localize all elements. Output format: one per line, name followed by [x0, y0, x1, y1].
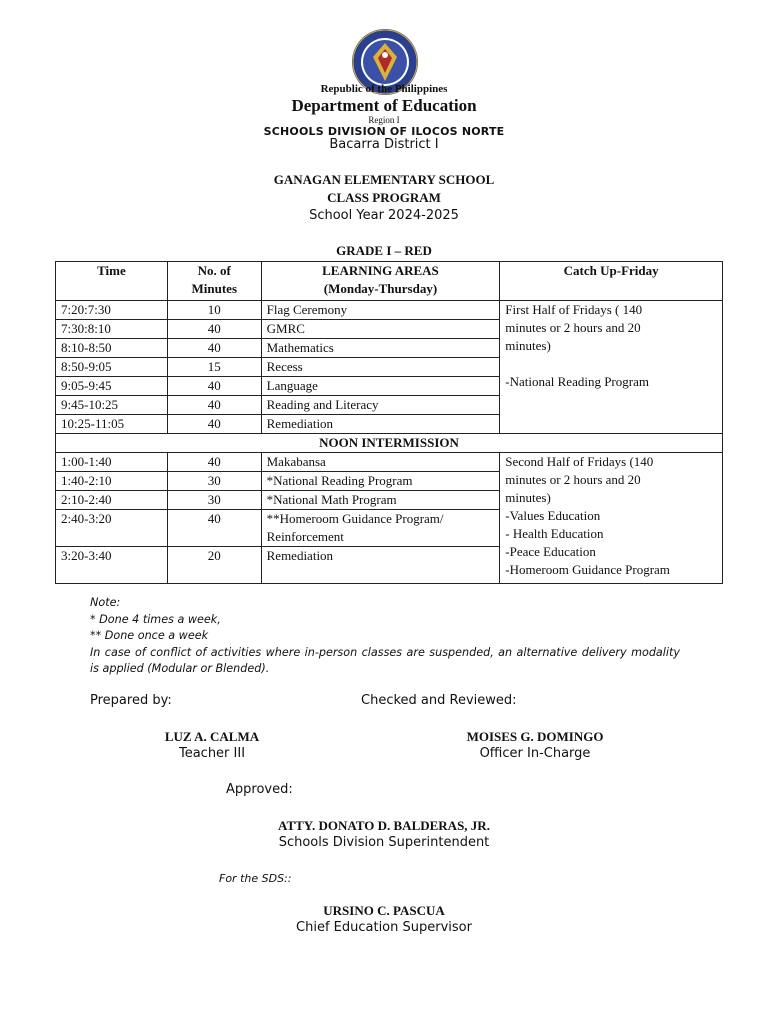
region-line: Region I: [368, 115, 400, 125]
area-cell: **Homeroom Guidance Program/ Reinforcement: [261, 510, 500, 547]
noon-intermission-row: [56, 434, 723, 453]
department-name: Department of Education: [291, 96, 477, 115]
page-title: CLASS PROGRAM: [327, 190, 441, 205]
district-line: Bacarra District I: [329, 137, 439, 152]
time-cell: 2:10-2:40: [56, 491, 168, 510]
minutes-cell: 40: [167, 415, 261, 434]
minutes-cell: 20: [167, 547, 261, 584]
area-cell: Makabansa: [261, 453, 500, 472]
prepared-by-label: Prepared by:: [90, 693, 172, 708]
area-cell: Reading and Literacy: [261, 396, 500, 415]
notes-block: [90, 595, 680, 678]
header-catchup-friday: Catch Up-Friday: [500, 262, 723, 301]
minutes-cell: 40: [167, 320, 261, 339]
minutes-cell: 30: [167, 472, 261, 491]
minutes-cell: 40: [167, 510, 261, 547]
area-cell: Remediation: [261, 547, 500, 584]
time-cell: 10:25-11:05: [56, 415, 168, 434]
morning-catchup-cell: First Half of Fridays ( 140 minutes or 2 hours and 20 minutes) -National Reading Program: [500, 301, 723, 434]
minutes-cell: 40: [167, 396, 261, 415]
school-year: School Year 2024-2025: [309, 208, 459, 223]
school-name: GANAGAN ELEMENTARY SCHOOL: [273, 172, 495, 187]
approver-position: Schools Division Superintendent: [278, 835, 490, 850]
preparer-name: LUZ A. CALMA: [164, 729, 260, 744]
sds-name: URSINO C. PASCUA: [323, 903, 445, 918]
checker-name: MOISES G. DOMINGO: [466, 729, 604, 744]
area-cell: Flag Ceremony: [261, 301, 500, 320]
minutes-cell: 30: [167, 491, 261, 510]
minutes-cell: 40: [167, 377, 261, 396]
checker-position: Officer In-Charge: [479, 746, 591, 761]
time-cell: 7:20:7:30: [56, 301, 168, 320]
table-row: [56, 453, 723, 472]
republic-line: Republic of the Philippines: [320, 83, 448, 95]
for-sds-label: For the SDS::: [219, 872, 292, 885]
table-row: [56, 301, 723, 320]
area-cell: GMRC: [261, 320, 500, 339]
time-cell: 7:30:8:10: [56, 320, 168, 339]
minutes-cell: 15: [167, 358, 261, 377]
afternoon-catchup-cell: Second Half of Fridays (140 minutes or 2 hours and 20 minutes) -Values Education - Health Education -Peace Education -Homeroom Guidance Program: [500, 453, 723, 584]
note-item: In case of conflict of activities where in-person classes are suspended, an alternative delivery modality is applied (Modular or Blended).: [90, 645, 680, 675]
area-cell: Remediation: [261, 415, 500, 434]
time-cell: 3:20-3:40: [56, 547, 168, 584]
approver-name: ATTY. DONATO D. BALDERAS, JR.: [278, 818, 490, 833]
table-header-row: [56, 262, 723, 301]
checked-by-label: Checked and Reviewed:: [361, 693, 517, 708]
area-cell: Language: [261, 377, 500, 396]
preparer-position: Teacher III: [178, 746, 246, 761]
header-time: Time: [56, 262, 168, 301]
minutes-cell: 40: [167, 339, 261, 358]
approved-label: Approved:: [226, 782, 293, 797]
time-cell: 8:50-9:05: [56, 358, 168, 377]
time-cell: 1:40-2:10: [56, 472, 168, 491]
note-item: ** Done once a week: [90, 629, 209, 642]
noon-intermission: NOON INTERMISSION: [56, 434, 723, 453]
area-cell: Mathematics: [261, 339, 500, 358]
minutes-cell: 10: [167, 301, 261, 320]
division-line: SCHOOLS DIVISION OF ILOCOS NORTE: [263, 125, 505, 138]
area-cell: Recess: [261, 358, 500, 377]
notes-label: Note:: [90, 596, 121, 609]
minutes-cell: 40: [167, 453, 261, 472]
time-cell: 9:05-9:45: [56, 377, 168, 396]
header-learning-areas: LEARNING AREAS (Monday-Thursday): [261, 262, 500, 301]
area-cell: *National Math Program: [261, 491, 500, 510]
time-cell: 9:45-10:25: [56, 396, 168, 415]
time-cell: 2:40-3:20: [56, 510, 168, 547]
time-cell: 8:10-8:50: [56, 339, 168, 358]
time-cell: 1:00-1:40: [56, 453, 168, 472]
area-cell: *National Reading Program: [261, 472, 500, 491]
grade-section: GRADE I – RED: [336, 243, 432, 258]
sds-position: Chief Education Supervisor: [296, 920, 472, 935]
header-minutes: No. of Minutes: [167, 262, 261, 301]
class-program-table: [55, 261, 723, 584]
note-item: * Done 4 times a week,: [90, 612, 221, 626]
